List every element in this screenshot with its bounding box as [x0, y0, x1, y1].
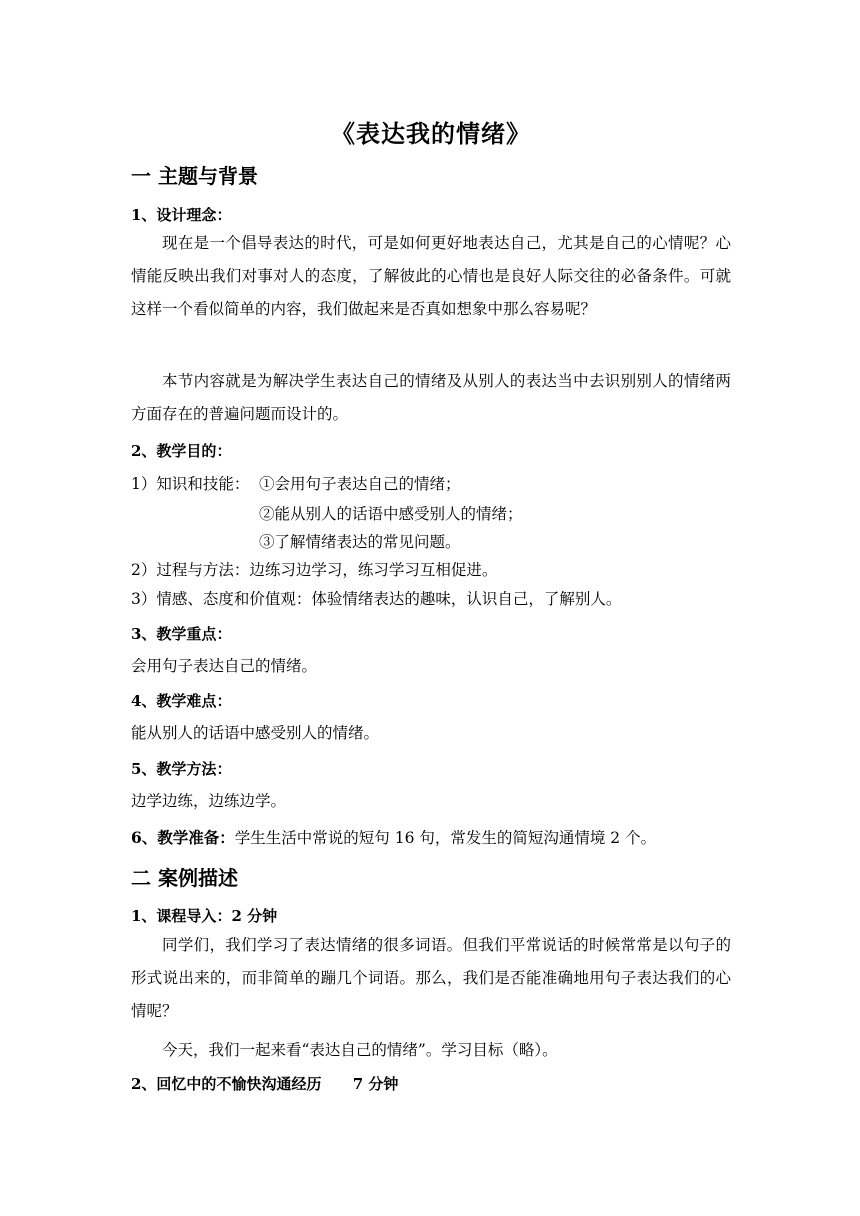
- prep-heading: 6、教学准备：: [131, 828, 235, 847]
- section2-heading: 二 案例描述: [131, 866, 238, 890]
- intro-paragraph-2: 今天，我们一起来看“表达自己的情绪”。学习目标（略）。: [162, 1041, 558, 1059]
- key-point-text: 会用句子表达自己的情绪。: [131, 657, 318, 675]
- knowledge-item-2: ②能从别人的话语中感受别人的情绪；: [259, 505, 523, 523]
- key-point-heading: 3、教学重点：: [131, 625, 232, 643]
- knowledge-label: 1）知识和技能：: [131, 475, 250, 493]
- design-heading: 1、设计理念：: [131, 206, 232, 224]
- difficulty-heading: 4、教学难点：: [131, 692, 232, 710]
- intro-paragraph-1: 同学们，我们学习了表达情绪的很多词语。但我们平常说话的时候常常是以句子的形式说出来的，而非简单的蹦几个词语。那么，我们是否能准确地用句子表达我们的心情呢？: [131, 936, 731, 1020]
- knowledge-item-3: ③了解情绪表达的常见问题。: [259, 533, 461, 551]
- intro-heading: 1、课程导入：2 分钟: [131, 907, 278, 925]
- knowledge-item-1: ①会用句子表达自己的情绪；: [259, 475, 461, 493]
- section1-heading: 一 主题与背景: [131, 164, 258, 188]
- prep-text: 学生生活中常说的短句 16 句，常发生的简短沟通情境 2 个。: [234, 829, 657, 847]
- prep-line: [131, 826, 656, 848]
- method-text: 边学边练，边练边学。: [131, 792, 287, 810]
- goals-heading: 2、教学目的：: [131, 442, 232, 460]
- attitude-goal: 3）情感、态度和价值观：体验情绪表达的趣味，认识自己，了解别人。: [131, 590, 622, 608]
- design-paragraph-2: 本节内容就是为解决学生表达自己的情绪及从别人的表达当中去识别别人的情绪两方面存在的普遍问题而设计的。: [131, 372, 731, 423]
- method-heading: 5、教学方法：: [131, 760, 232, 778]
- design-paragraph-1: 现在是一个倡导表达的时代，可是如何更好地表达自己，尤其是自己的心情呢？心情能反映出我们对事对人的态度，了解彼此的心情也是良好人际交往的必备条件。可就这样一个看似简单的内容，我们做起来是否真如想象中那么容易呢？: [131, 234, 731, 318]
- process-goal: 2）过程与方法：边练习边学习，练习学习互相促进。: [131, 561, 498, 579]
- difficulty-text: 能从别人的话语中感受别人的情绪。: [131, 724, 380, 742]
- recall-heading: 2、回忆中的不愉快沟通经历 7 分钟: [131, 1075, 399, 1093]
- document-title: 《表达我的情绪》: [331, 119, 531, 148]
